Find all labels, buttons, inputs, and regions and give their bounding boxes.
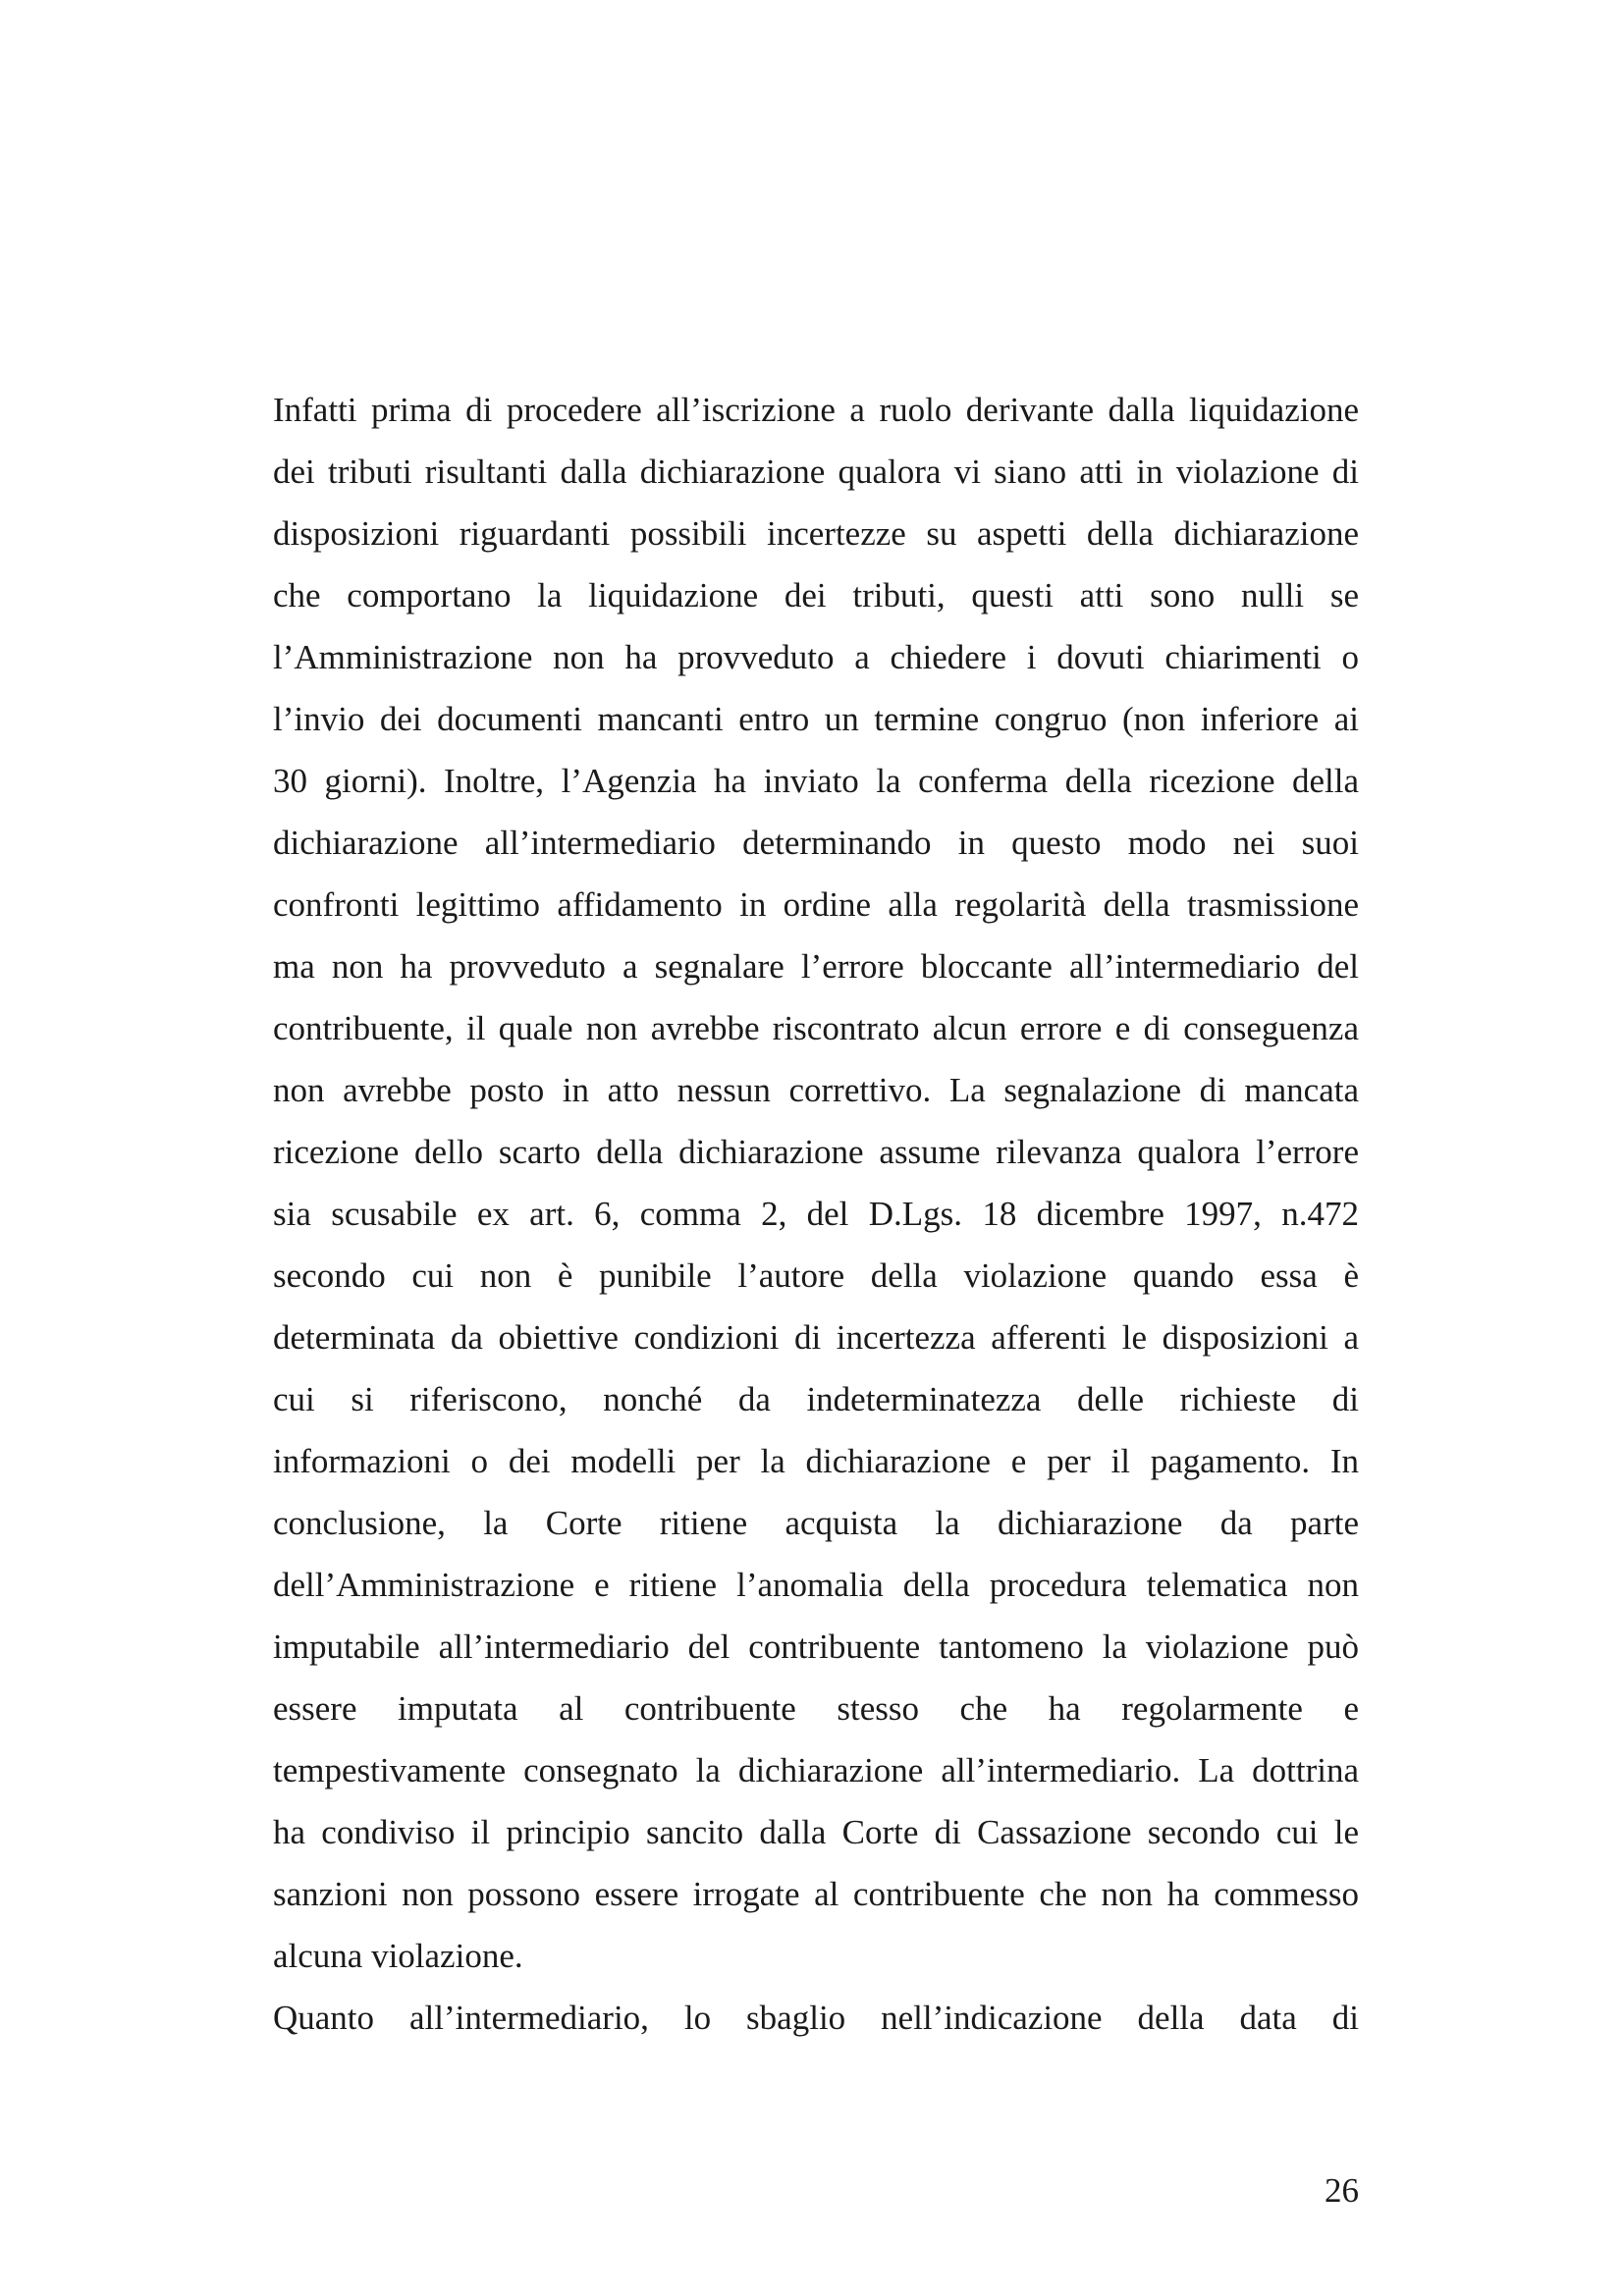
text-line: sia scusabile ex art. 6, comma 2, del D.Lgs. 18 dicembre 1997, n.472	[273, 1195, 1359, 1233]
text-line: dichiarazione all’intermediario determinando in questo modo nei suoi	[273, 824, 1359, 862]
text-line: contribuente, il quale non avrebbe riscontrato alcun errore e di conseguenza	[273, 1009, 1359, 1047]
text-line: l’invio dei documenti mancanti entro un termine congruo (non inferiore ai	[273, 700, 1359, 738]
text-line: 30 giorni). Inoltre, l’Agenzia ha inviato la conferma della ricezione della	[273, 762, 1359, 800]
body-text	[273, 379, 1359, 2049]
text-line: ma non ha provveduto a segnalare l’errore bloccante all’intermediario del	[273, 947, 1359, 986]
text-line: secondo cui non è punibile l’autore della violazione quando essa è	[273, 1256, 1359, 1295]
text-line: cui si riferiscono, nonché da indeterminatezza delle richieste di	[273, 1380, 1359, 1418]
text-line: alcuna violazione.	[273, 1937, 523, 1975]
text-line: confronti legittimo affidamento in ordine alla regolarità della trasmissione	[273, 885, 1359, 924]
text-line: conclusione, la Corte ritiene acquista la dichiarazione da parte	[273, 1504, 1359, 1542]
text-line: essere imputata al contribuente stesso che ha regolarmente e	[273, 1689, 1359, 1728]
text-line: Quanto all’intermediario, lo sbaglio nell’indicazione della data di	[273, 1999, 1359, 2037]
text-line: ricezione dello scarto della dichiarazione assume rilevanza qualora l’errore	[273, 1133, 1359, 1171]
text-line: Infatti prima di procedere all’iscrizione a ruolo derivante dalla liquidazione	[273, 391, 1359, 429]
text-line: dell’Amministrazione e ritiene l’anomalia della procedura telematica non	[273, 1566, 1359, 1604]
text-line: non avrebbe posto in atto nessun correttivo. La segnalazione di mancata	[273, 1071, 1359, 1109]
text-line: informazioni o dei modelli per la dichiarazione e per il pagamento. In	[273, 1442, 1359, 1480]
text-line: sanzioni non possono essere irrogate al contribuente che non ha commesso	[273, 1875, 1359, 1913]
text-line: imputabile all’intermediario del contribuente tantomeno la violazione può	[273, 1628, 1359, 1666]
text-line: tempestivamente consegnato la dichiarazione all’intermediario. La dottrina	[273, 1751, 1359, 1789]
text-line: l’Amministrazione non ha provveduto a chiedere i dovuti chiarimenti o	[273, 638, 1359, 676]
text-line: che comportano la liquidazione dei tributi, questi atti sono nulli se	[273, 576, 1359, 614]
text-line: disposizioni riguardanti possibili incertezze su aspetti della dichiarazione	[273, 514, 1359, 553]
text-line: ha condiviso il principio sancito dalla Corte di Cassazione secondo cui le	[273, 1813, 1359, 1851]
text-line: dei tributi risultanti dalla dichiarazione qualora vi siano atti in violazione di	[273, 453, 1359, 491]
page-number: 26	[1325, 2171, 1359, 2210]
text-line: determinata da obiettive condizioni di incertezza afferenti le disposizioni a	[273, 1318, 1359, 1357]
